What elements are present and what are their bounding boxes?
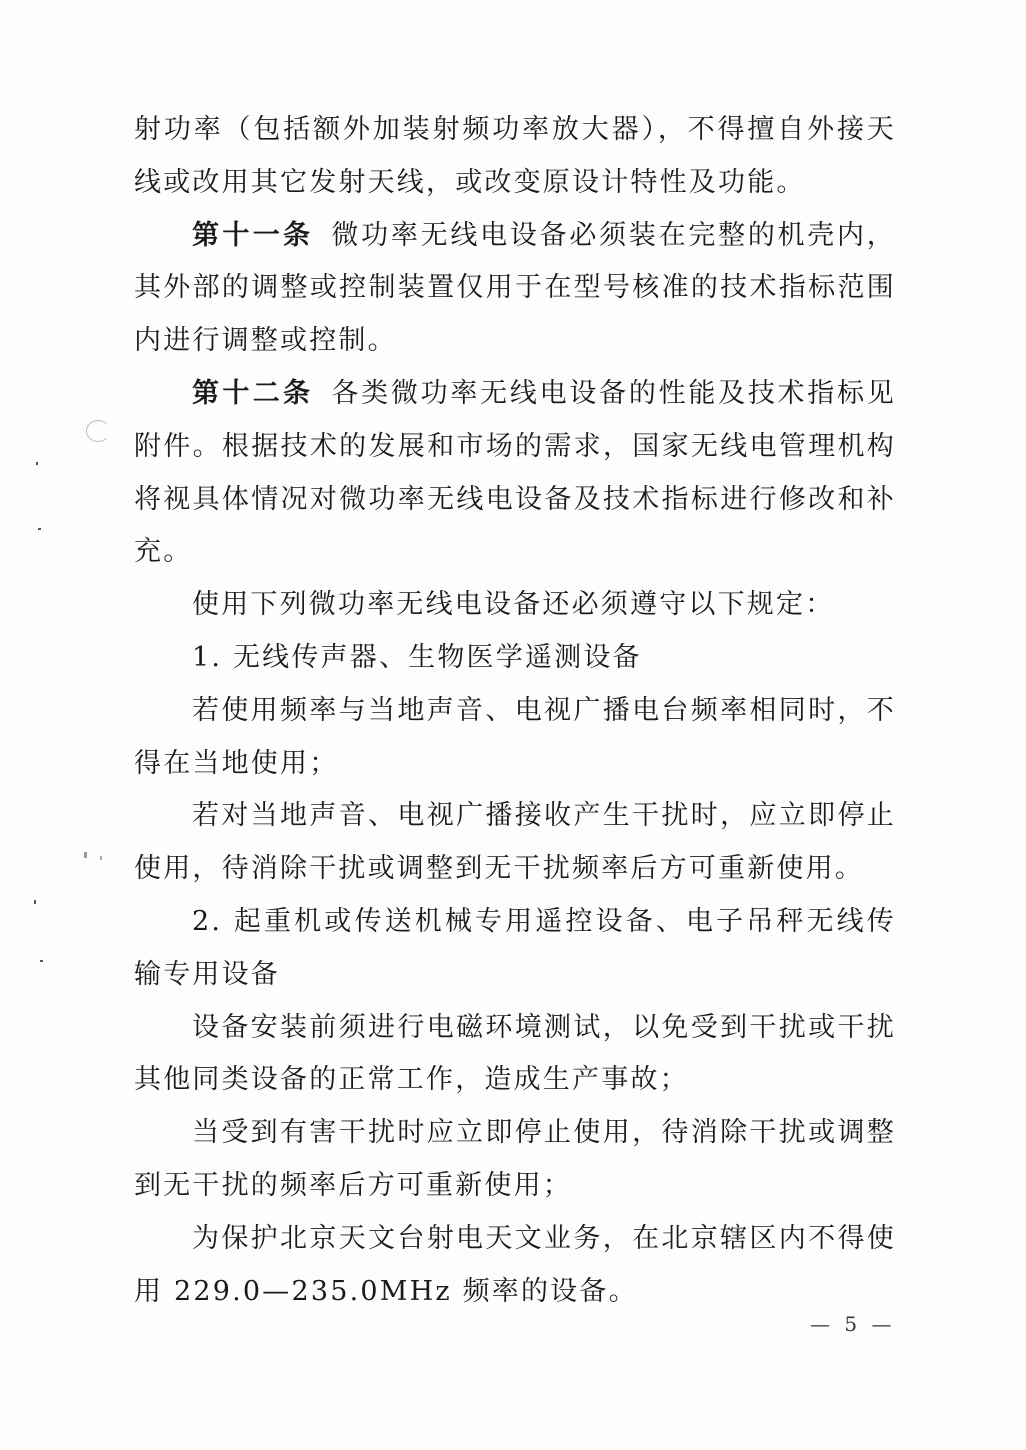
paragraph (134, 1107, 896, 1213)
paragraph (134, 790, 896, 896)
paragraph-article-12 (134, 368, 896, 579)
scan-speck (84, 852, 87, 858)
paragraph-text: 2. 起重机或传送机械专用遥控设备、电子吊秤无线传输专用设备 (134, 905, 896, 990)
paragraph (134, 685, 896, 791)
list-item-heading (134, 896, 896, 1002)
paragraph (134, 1213, 896, 1319)
paragraph (134, 1002, 896, 1108)
scan-speck (36, 462, 38, 465)
scan-speck (34, 900, 36, 904)
paragraph-article-11 (134, 210, 896, 368)
paragraph-text: 为保护北京天文台射电天文业务，在北京辖区内不得使用 229.0—235.0MHz 频率的设备。 (134, 1222, 896, 1307)
paragraph-text: 若对当地声音、电视广播接收产生干扰时，应立即停止使用，待消除干扰或调整到无干扰频率后方可重新使用。 (134, 800, 896, 885)
paragraph-text: 设备安装前须进行电磁环境测试，以免受到干扰或干扰其他同类设备的正常工作，造成生产事故； (134, 1011, 896, 1096)
paragraph (134, 579, 896, 632)
paragraph-text: 各类微功率无线电设备的性能及技术指标见附件。根据技术的发展和市场的需求，国家无线电管理机构将视具体情况对微功率无线电设备及技术指标进行修改和补充。 (134, 377, 896, 568)
paragraph-text: 1. 无线传声器、生物医学遥测设备 (192, 641, 642, 673)
scan-speck (38, 528, 41, 530)
paragraph-text: 微功率无线电设备必须装在完整的机壳内，其外部的调整或控制装置仅用于在型号核准的技术指标范围内进行调整或控制。 (134, 219, 896, 357)
paragraph-text: 射功率（包括额外加装射频功率放大器），不得擅自外接天线或改用其它发射天线，或改变原设计特性及功能。 (134, 114, 896, 198)
article-heading: 第十二条 (192, 377, 314, 409)
article-heading: 第十一条 (192, 219, 314, 251)
page-number: — 5 — (810, 1312, 896, 1336)
paragraph (134, 104, 896, 210)
punch-hole-mark (86, 420, 110, 442)
scan-speck (40, 960, 43, 962)
body-text (134, 104, 896, 1318)
paragraph-text: 使用下列微功率无线电设备还必须遵守以下规定： (192, 589, 835, 621)
list-item-heading (134, 632, 896, 685)
scan-speck (100, 856, 102, 860)
paragraph-text: 当受到有害干扰时应立即停止使用，待消除干扰或调整到无干扰的频率后方可重新使用； (134, 1117, 896, 1201)
paragraph-text: 若使用频率与当地声音、电视广播电台频率相同时，不得在当地使用； (134, 694, 896, 779)
